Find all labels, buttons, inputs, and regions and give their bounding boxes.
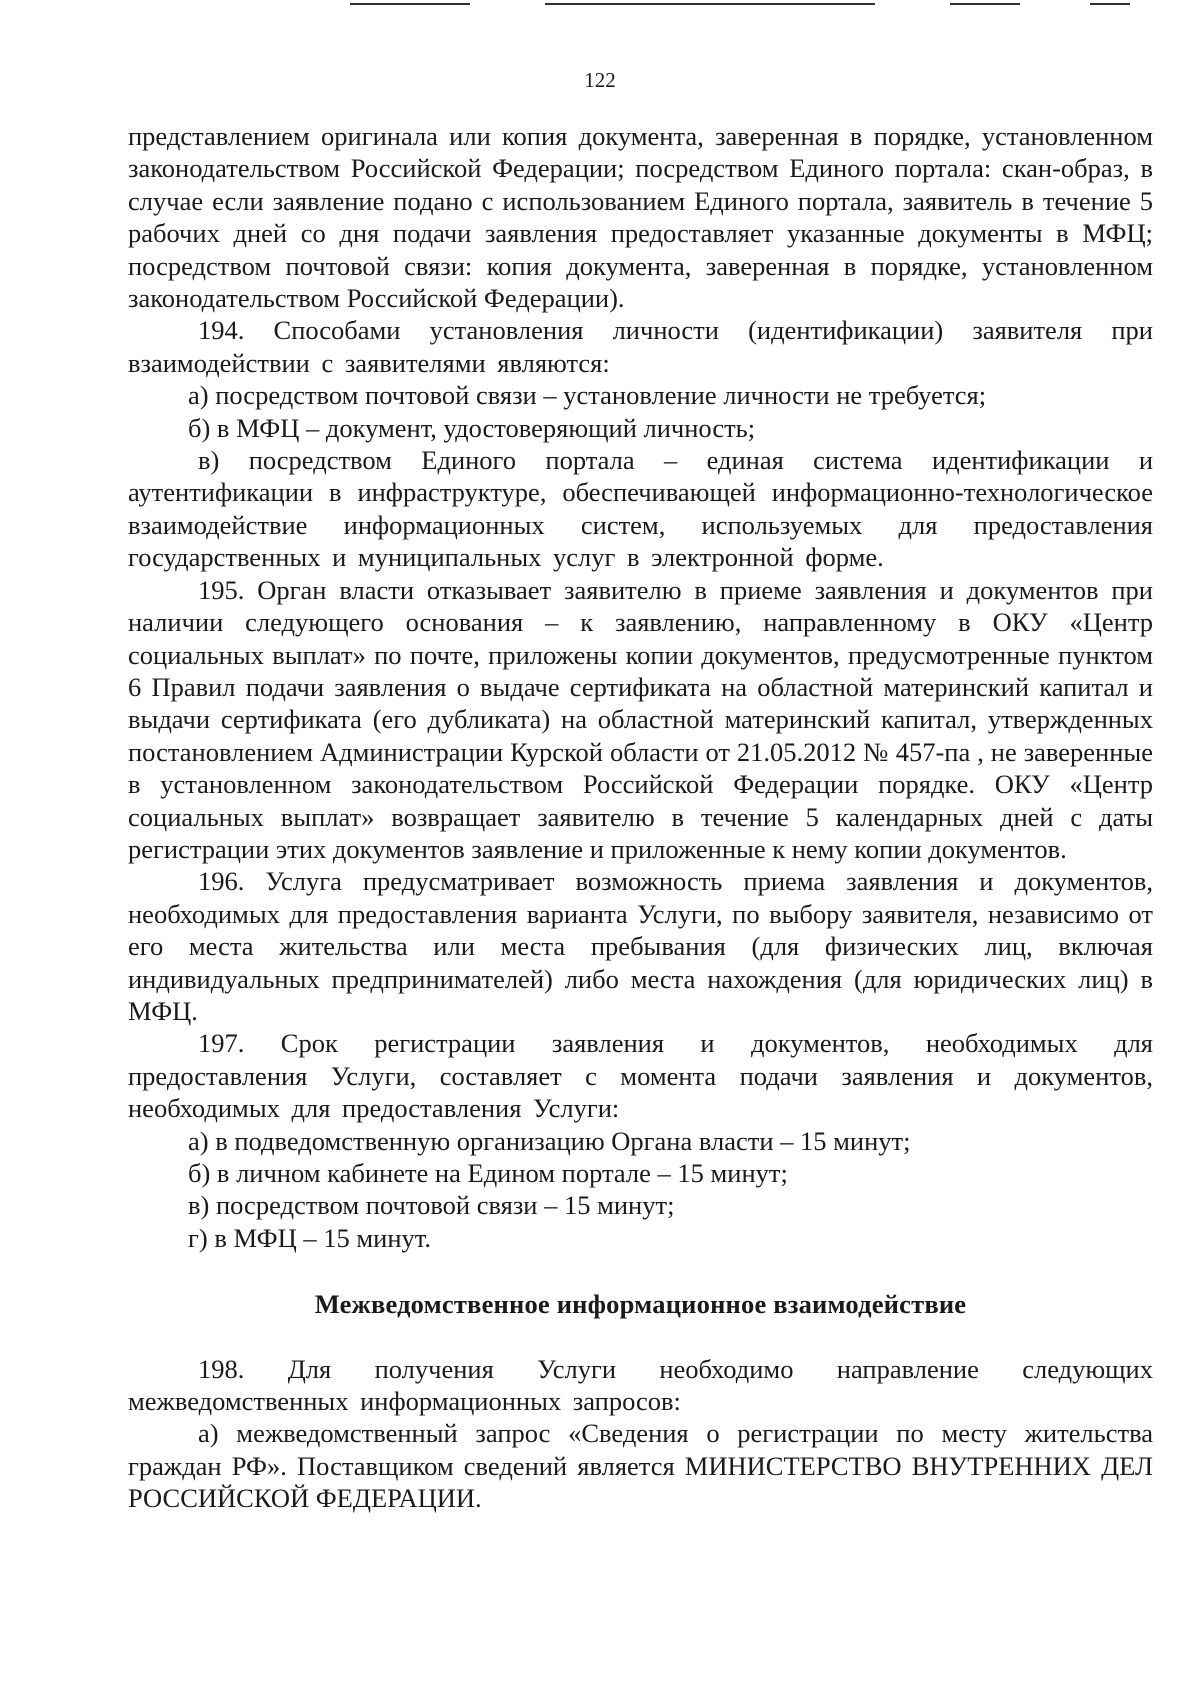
paragraph-continuation: представлением оригинала или копия документа, заверенная в порядке, установленном законодательством Российской Федерации; посредством Единого портала: скан-образ, в случае если заявление подано с использованием Единого портала, заявитель в течение 5 рабочих дней со дня подачи заявления предоставляет указанные документы в МФЦ; посредством почтовой связи: копия документа, заверенная в порядке, установленном законодательством Российской Федерации). — [128, 121, 1153, 314]
list-item-194a: а) посредством почтовой связи – установление личности не требуется; — [188, 380, 987, 411]
document-body — [128, 120, 1153, 1515]
list-item-197a: а) в подведомственную организацию Органа власти – 15 минут; — [188, 1125, 911, 1156]
list-item-198a: а) межведомственный запрос «Сведения о регистрации по месту жительства граждан РФ». Поставщиком сведений является МИНИСТЕРСТВО ВНУТРЕННИХ ДЕЛ РОССИЙСКОЙ ФЕДЕРАЦИИ. — [128, 1418, 1153, 1514]
paragraph-195: 195. Орган власти отказывает заявителю в приеме заявления и документов при наличии следующего основания – к заявлению, направленному в ОКУ «Центр социальных выплат» по почте, приложены копии документов, предусмотренные пунктом 6 Правил подачи заявления о выдаче сертификата на областной материнский капитал и выдачи сертификата (его дубликата) на областной материнский капитал, утвержденных постановлением Администрации Курской области от 21.05.2012 № 457-па , не заверенные в установленном законодательством Российской Федерации порядке. ОКУ «Центр социальных выплат» возвращает заявителю в течение 5 календарных дней с даты регистрации этих документов заявление и приложенные к нему копии документов. — [128, 574, 1153, 864]
scan-top-line — [1090, 3, 1130, 5]
scan-top-line — [350, 3, 470, 5]
paragraph-196: 196. Услуга предусматривает возможность приема заявления и документов, необходимых для предоставления варианта Услуги, по выбору заявителя, независимо от его места жительства или места пребывания (для физических лиц, включая индивидуальных предпринимателей) либо места нахождения (для юридических лиц) в МФЦ. — [128, 866, 1153, 1026]
scan-top-line — [545, 3, 875, 5]
list-item-194b: б) в МФЦ – документ, удостоверяющий личность; — [188, 412, 756, 443]
list-item-194c: в) посредством Единого портала – единая система идентификации и аутентификации в инфраструктуре, обеспечивающей информационно-технологическое взаимодействие информационных систем, используемых для предоставления государственных и муниципальных услуг в электронной форме. — [128, 445, 1153, 573]
paragraph-194: 194. Способами установления личности (идентификации) заявителя при взаимодействии с заявителями являются: — [128, 315, 1153, 378]
paragraph-198: 198. Для получения Услуги необходимо направление следующих межведомственных информационных запросов: — [128, 1353, 1153, 1417]
page-number: 122 — [584, 68, 616, 92]
list-item-197d: г) в МФЦ – 15 минут. — [188, 1222, 431, 1253]
list-item-197c: в) посредством почтовой связи – 15 минут; — [188, 1190, 675, 1221]
list-item-197b: б) в личном кабинете на Едином портале – 15 минут; — [188, 1158, 788, 1188]
section-heading: Межведомственное информационное взаимодействие — [314, 1289, 967, 1320]
scan-top-line — [950, 3, 1020, 5]
paragraph-197: 197. Срок регистрации заявления и документов, необходимых для предоставления Услуги, составляет с момента подачи заявления и документов, необходимых для предоставления Услуги: — [128, 1028, 1153, 1124]
